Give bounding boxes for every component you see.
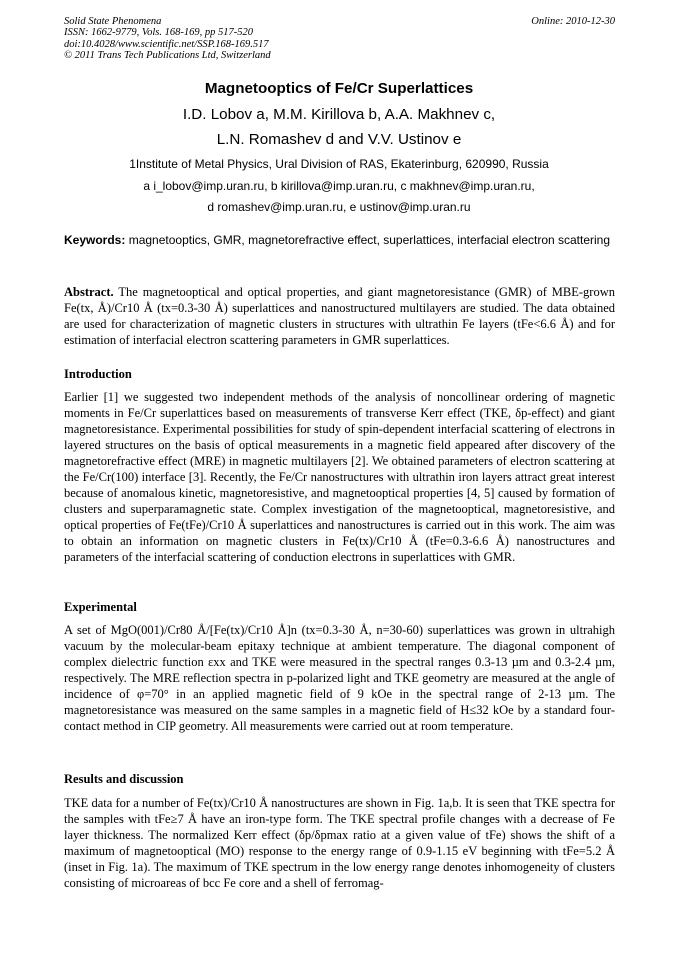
abstract-label: Abstract. <box>64 285 114 299</box>
keywords <box>64 233 615 248</box>
keywords-text: magnetooptics, GMR, magnetorefractive effect, superlattices, interfacial electron scattering <box>125 233 611 247</box>
results-text: TKE data for a number of Fe(tx)/Cr10 Å nanostructures are shown in Fig. 1a,b. It is seen that TKE spectra for the samples with tFe≥7 Å have an iron-type form. The TKE spectral profile changes with a decrease of Fe layer thickness. The normalized Kerr effect (δp/δpmax ratio at a given value of tFe) shows the shift of a maximum of magnetooptical (MO) response to the energy range of 0.9-1.15 eV beginning with tFe=5.2 Å (inset in Fig. 1a). The maximum of TKE spectrum in the low energy range denotes inhomogeneity of clusters consisting of microareas of bcc Fe core and a shell of ferromag- <box>64 796 615 890</box>
journal-doi: doi:10.4028/www.scientific.net/SSP.168-169.517 <box>64 38 269 50</box>
emails-line-1: a i_lobov@imp.uran.ru, b kirillova@imp.uran.ru, c makhnev@imp.uran.ru, <box>143 179 535 193</box>
abstract <box>64 284 615 348</box>
authors-line-1: I.D. Lobov a, M.M. Kirillova b, A.A. Makhnev c, <box>182 106 496 123</box>
affiliation: 1Institute of Metal Physics, Ural Division of RAS, Ekaterinburg, 620990, Russia <box>129 157 549 171</box>
experimental-text: A set of MgO(001)/Cr80 Å/[Fe(tx)/Cr10 Å]n (tx=0.3-30 Å, n=30-60) superlattices was grown in ultrahigh vacuum by the molecular-beam epitaxy technique at ambient temperature. The diagonal component of complex dielectric function εxx and TKE were measured in the spectral ranges 0.3-13 µm and 0.3-2.4 µm, respectively. The MRE reflection spectra in p-polarized light and TKE geometry are measured at the angle of incidence of φ=70° in an applied magnetic field of 9 kOe in the spectral range of 2-13 µm. The magnetoresistance was measured on the same samples in a magnetic field of H≤32 kOe by a standard four-contact method in CIP geometry. All measurements were carried out at room temperature. <box>64 623 615 733</box>
online-date: Online: 2010-12-30 <box>531 16 615 27</box>
introduction-heading: Introduction <box>64 367 132 381</box>
journal-copyright: © 2011 Trans Tech Publications Ltd, Switzerland <box>64 50 271 62</box>
emails-line-2: d romashev@imp.uran.ru, e ustinov@imp.uran.ru <box>207 200 471 214</box>
journal-issn: ISSN: 1662-9779, Vols. 168-169, pp 517-520 <box>64 27 253 39</box>
authors-line-2: L.N. Romashev d and V.V. Ustinov e <box>216 131 462 148</box>
keywords-label: Keywords: <box>64 233 126 247</box>
introduction-text: Earlier [1] we suggested two independent methods of the analysis of noncollinear ordering of magnetic moments in Fe/Cr superlattices based on measurements of transverse Kerr effect (TKE, δp-effect) and giant magnetoresistance. Experimental possibilities for study of spin-dependent interfacial scattering of electrons in layered structures on the basis of optical measurements in a magnetic field appeared after discovery of the magnetorefractive effect (MRE) in magnetic multilayers [2]. We obtained parameters of electron scattering at the Fe/Cr(100) interface [3]. Recently, the Fe/Cr nanostructures with ultrathin iron layers attract great interest because of anomalous kinetic, magnetoresistive, and magnetooptical properties [4, 5] caused by formation of clusters and superparamagnetic state. Complex investigation of the magnetooptical, magnetoresistive, and optical properties of Fe(tFe)/Cr10 Å superlattices and nanostructures is carried out in this work. The aim was to obtain an information on magnetic clusters in Fe(tx)/Cr10 Å (tFe=0.3-6.6 Å) nanostructures and parameters of the interfacial scattering of conduction electrons in superlattices with GMR. <box>64 390 615 564</box>
experimental-heading: Experimental <box>64 600 137 614</box>
paper-title: Magnetooptics of Fe/Cr Superlattices <box>204 80 474 97</box>
journal-name: Solid State Phenomena <box>64 16 162 27</box>
journal-header <box>64 16 424 62</box>
results-heading: Results and discussion <box>64 772 184 786</box>
abstract-text: The magnetooptical and optical properties, and giant magnetoresistance (GMR) of MBE-grown Fe(tx, Å)/Cr10 Å (tx=0.3-30 Å) superlattices and nanostructured multilayers are studied. The data obtained are used for characterization of magnetic clusters in structures with ultrathin Fe layers (tFe<6.6 Å) and for estimation of interfacial electron scattering parameters in GMR superlattices. <box>64 285 615 347</box>
